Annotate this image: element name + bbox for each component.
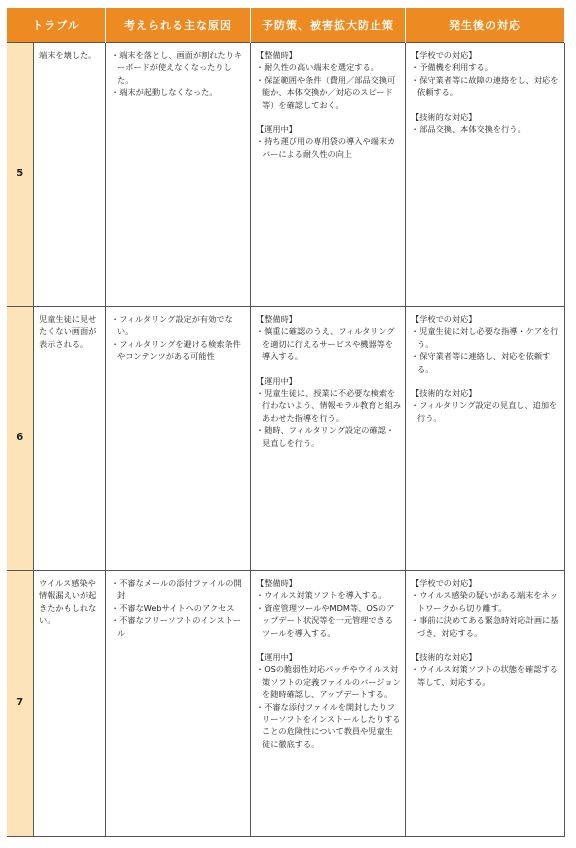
causes-cell [106, 571, 251, 837]
section-heading: 【学校での対応】 [411, 50, 477, 60]
section-heading: 【技術的な対応】 [411, 388, 477, 399]
header-prevention: 予防策、被害拡大防止策 [251, 8, 406, 43]
prevention-item: ・不審な添付ファイルを開封したりフリーソフトをインストールしたりすることの危険性について教員や児童生徒に徹底する。 [256, 701, 401, 749]
trouble-cell: ウイルス感染や情報漏えいが起きたかもしれない。 [34, 571, 106, 837]
response-item: ・児童生徒に対し必要な指導・ケアを行う。 [411, 326, 559, 349]
section-heading: 【技術的な対応】 [411, 652, 477, 663]
causes-cell [106, 307, 251, 571]
prevention-cell [251, 571, 406, 837]
prevention-item: ・ウイルス対策ソフトを導入する。 [256, 590, 387, 601]
section-heading: 【運用中】 [256, 652, 297, 663]
response-cell [406, 307, 565, 571]
trouble-cell: 端末を壊した。 [34, 43, 106, 307]
prevention-cell [251, 43, 406, 307]
table-row [7, 307, 565, 571]
cause-item: ・不審なフリーソフトのインストール [111, 615, 242, 638]
table-row [7, 43, 565, 307]
cause-item: ・フィルタリングを避ける検索条件やコンテンツがある可能性 [111, 338, 241, 362]
section-heading: 【学校での対応】 [411, 578, 477, 588]
section-heading: 【運用中】 [256, 124, 297, 135]
section-heading: 【技術的な対応】 [411, 111, 477, 122]
header-row [7, 8, 565, 43]
response-cell [406, 43, 565, 307]
section-heading: 【整備時】 [256, 314, 297, 324]
cause-item: ・フィルタリング設定が有効でない。 [111, 314, 233, 337]
prevention-cell [251, 307, 406, 571]
prevention-item: ・資産管理ツールやMDM等、OSのアップデート状況等を一元管理できるツールを導入する。 [256, 602, 395, 638]
response-item: ・保守業者等に故障の連絡をし、対応を依頼する。 [411, 74, 559, 98]
section-heading: 【学校での対応】 [411, 314, 477, 324]
prevention-item: ・慎重に確認のうえ、フィルタリングを適切に行えるサービスや機器等を導入する。 [256, 326, 395, 362]
header-trouble: トラブル [7, 8, 106, 43]
header-causes: 考えられる主な原因 [106, 8, 251, 43]
response-item: ・ウイルス感染の疑いがある端末をネットワークから切り離す。 [411, 590, 558, 613]
row-number: 5 [7, 43, 34, 307]
cause-item: ・端末が起動しなくなった。 [111, 87, 218, 98]
prevention-item: ・持ち運び用の専用袋の導入や端末カバーによる耐久性の向上 [256, 136, 396, 159]
response-item: ・予備機を利用する。 [411, 62, 493, 73]
cause-item: ・不審なWebサイトへのアクセス [111, 602, 235, 613]
trouble-cell: 児童生徒に見せたくない画面が表示される。 [34, 307, 106, 571]
response-item: ・事前に決めてある緊急時対応計画に基づき、対応する。 [411, 615, 559, 638]
header-response: 発生後の対応 [406, 8, 565, 43]
prevention-item: ・耐久性の高い端末を選定する。 [256, 62, 379, 73]
row-number: 6 [7, 307, 34, 571]
cause-item: ・不審なメールの添付ファイルの開封 [111, 578, 242, 601]
response-cell [406, 571, 565, 837]
response-item: ・フィルタリング設定の見直し、追加を行う。 [411, 400, 558, 423]
table-row [7, 571, 565, 837]
response-item: ・部品交換、本体交換を行う。 [411, 124, 526, 135]
prevention-item: ・OSの脆弱性対応パッチやウイルス対策ソフトの定義ファイルのバージョンを随時確認し、アップデートする。 [256, 664, 401, 700]
trouble-table [6, 8, 565, 837]
prevention-item: ・随時、フィルタリング設定の確認・見直しを行う。 [256, 425, 395, 448]
causes-cell [106, 43, 251, 307]
row-number: 7 [7, 571, 34, 837]
response-item: ・保守業者等に連絡し、対応を依頼する。 [411, 351, 551, 374]
section-heading: 【整備時】 [256, 50, 297, 60]
section-heading: 【整備時】 [256, 578, 297, 588]
cause-item: ・端末を落とし、画面が割れたりキーボードが使えなくなったりした。 [111, 50, 243, 85]
response-item: ・ウイルス対策ソフトの状態を確認する等して、対応する。 [411, 664, 558, 687]
prevention-item: ・保証範囲や条件（費用／部品交換可能か、本体交換か／対応のスピード等）を確認しておく。 [256, 74, 396, 110]
prevention-item: ・児童生徒に、授業に不必要な検索を行わないよう、情報モラル教育と組みあわせた指導を行う。 [256, 388, 401, 423]
section-heading: 【運用中】 [256, 375, 297, 386]
